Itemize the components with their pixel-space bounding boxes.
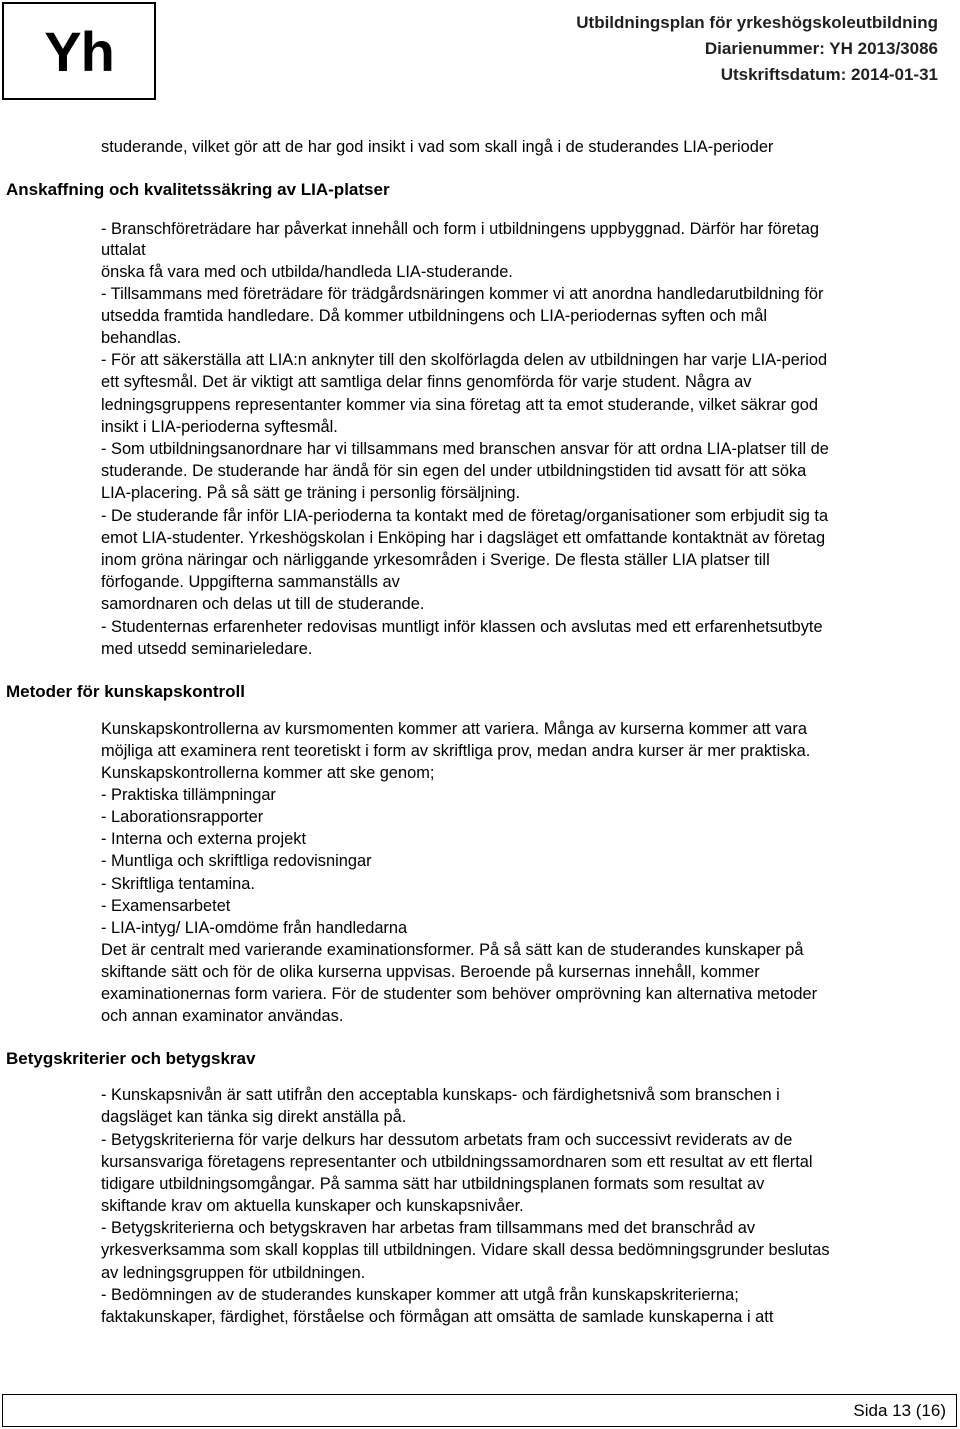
- body-line: - Examensarbetet: [101, 897, 231, 915]
- section-heading-kunskapskontroll: Metoder för kunskapskontroll: [6, 682, 245, 701]
- body-line: dagsläget kan tänka sig direkt anställa på.: [101, 1108, 407, 1126]
- body-line: Det är centralt med varierande examinationsformer. På så sätt kan de studerandes kunskaper på: [101, 941, 804, 959]
- body-line: inom gröna näringar och närliggande yrkesområden i Sverige. De flesta ställer LIA platser till: [101, 551, 770, 569]
- body-line: utsedda framtida handledare. Då kommer utbildningens och LIA-periodernas syften och mål: [101, 307, 768, 325]
- body-line: studerande. De studerande har ändå för sin egen del under utbildningstiden tid avsatt för att söka: [101, 462, 807, 480]
- body-line: - Skriftliga tentamina.: [101, 875, 255, 893]
- body-line: möjliga att examinera rent teoretiskt i form av skriftliga prov, medan andra kurser är mer praktiska.: [101, 742, 811, 760]
- body-line: skiftande krav om aktuella kunskaper och kunskapsnivåer.: [101, 1197, 524, 1215]
- page-header: [0, 0, 960, 100]
- body-line: LIA-placering. På så sätt ge träning i personlig försäljning.: [101, 484, 521, 502]
- body-line: - Betygskriterierna och betygskraven har arbetas fram tillsammans med det branschråd av: [101, 1219, 756, 1237]
- body-line: examinationernas form variera. För de studenter som behöver omprövning kan alternativa metoder: [101, 985, 818, 1003]
- body-line: samordnaren och delas ut till de studerande.: [101, 595, 425, 613]
- body-line: Kunskapskontrollerna kommer att ske genom;: [101, 764, 435, 782]
- body-line: och annan examinator användas.: [101, 1007, 344, 1025]
- utskriftsdatum: Utskriftsdatum: 2014-01-31: [720, 65, 938, 84]
- body-line: studerande, vilket gör att de har god insikt i vad som skall ingå i de studerandes LIA-perioder: [101, 138, 774, 156]
- body-line: skiftande sätt och för de olika kurserna uppvisas. Beroende på kursernas innehåll, kommer: [101, 963, 760, 981]
- body-line: - Laborationsrapporter: [101, 808, 264, 826]
- body-line: yrkesverksamma som skall kopplas till utbildningen. Vidare skall dessa bedömningsgrunder beslutas: [101, 1241, 830, 1259]
- body-line: - De studerande får inför LIA-perioderna ta kontakt med de företag/organisationer som erbjudit sig ta: [101, 507, 829, 525]
- body-line: - Betygskriterierna för varje delkurs har dessutom arbetats fram och successivt reviderats av de: [101, 1131, 793, 1149]
- body-line: - Interna och externa projekt: [101, 830, 306, 848]
- header-meta: [576, 10, 938, 88]
- page-footer: [2, 1394, 957, 1427]
- body-line: önska få vara med och utbilda/handleda LIA-studerande.: [101, 263, 513, 281]
- body-line: - Som utbildningsanordnare har vi tillsammans med branschen ansvar för att ordna LIA-platser till de: [101, 440, 829, 458]
- page-number: Sida 13 (16): [853, 1401, 946, 1420]
- body-line: - För att säkerställa att LIA:n anknyter till den skolförlagda delen av utbildningen har varje LIA-period: [101, 351, 828, 369]
- body-line: med utsedd seminarieledare.: [101, 640, 313, 658]
- body-line: ledningsgruppens representanter kommer via sina företag att ta emot studerande, vilket säkrar god: [101, 396, 819, 414]
- body-line: - Studenternas erfarenheter redovisas muntligt inför klassen och avslutas med ett erfarenhetsutbyte: [101, 618, 823, 636]
- body-line: emot LIA-studenter. Yrkeshögskolan i Enköping har i dagsläget ett omfattande kontaktnät av företag: [101, 529, 826, 547]
- yh-logo: [2, 2, 156, 100]
- body-line: tidigare utbildningsomgångar. På samma sätt har utbildningsplanen formats som resultat av: [101, 1175, 765, 1193]
- body-line: av ledningsgruppen för utbildningen.: [101, 1264, 366, 1282]
- body-line: - Branschföreträdare har påverkat innehåll och form i utbildningens uppbyggnad. Därför har företag: [101, 220, 819, 238]
- body-line: - Muntliga och skriftliga redovisningar: [101, 852, 372, 870]
- body-line: - Tillsammans med företrädare för trädgårdsnäringen kommer vi att anordna handledarutbildning för: [101, 285, 824, 303]
- diarienummer: Diarienummer: YH 2013/3086: [704, 39, 938, 58]
- body-line: insikt i LIA-perioderna syftesmål.: [101, 418, 338, 436]
- yh-logo-text: Yh: [44, 19, 114, 83]
- body-line: kursansvariga företagens representanter och utbildningssamordnaren som ett resultat av ett flertal: [101, 1153, 813, 1171]
- body-line: - Bedömningen av de studerandes kunskaper kommer att utgå från kunskapskriterierna;: [101, 1286, 739, 1304]
- body-line: förfogande. Uppgifterna sammanställs av: [101, 573, 400, 591]
- body-line: - Praktiska tillämpningar: [101, 786, 276, 804]
- body-line: - Kunskapsnivån är satt utifrån den acceptabla kunskaps- och färdighetsnivå som branschen i: [101, 1086, 780, 1104]
- section-heading-betygskriterier: Betygskriterier och betygskrav: [6, 1049, 256, 1068]
- body-line: - LIA-intyg/ LIA-omdöme från handledarna: [101, 919, 408, 937]
- body-line: uttalat: [101, 241, 146, 259]
- body-line: Kunskapskontrollerna av kursmomenten kommer att variera. Många av kurserna kommer att vara: [101, 720, 807, 738]
- section-heading-lia: Anskaffning och kvalitetssäkring av LIA-platser: [6, 180, 390, 199]
- body-line: faktakunskaper, färdighet, förståelse och förmågan att omsätta de samlade kunskaperna i att: [101, 1308, 774, 1326]
- body-line: behandlas.: [101, 329, 182, 347]
- document-title: Utbildningsplan för yrkeshögskoleutbildning: [576, 13, 938, 32]
- body-line: ett syftesmål. Det är viktigt att samtliga delar finns genomförda för varje student. Några av: [101, 373, 752, 391]
